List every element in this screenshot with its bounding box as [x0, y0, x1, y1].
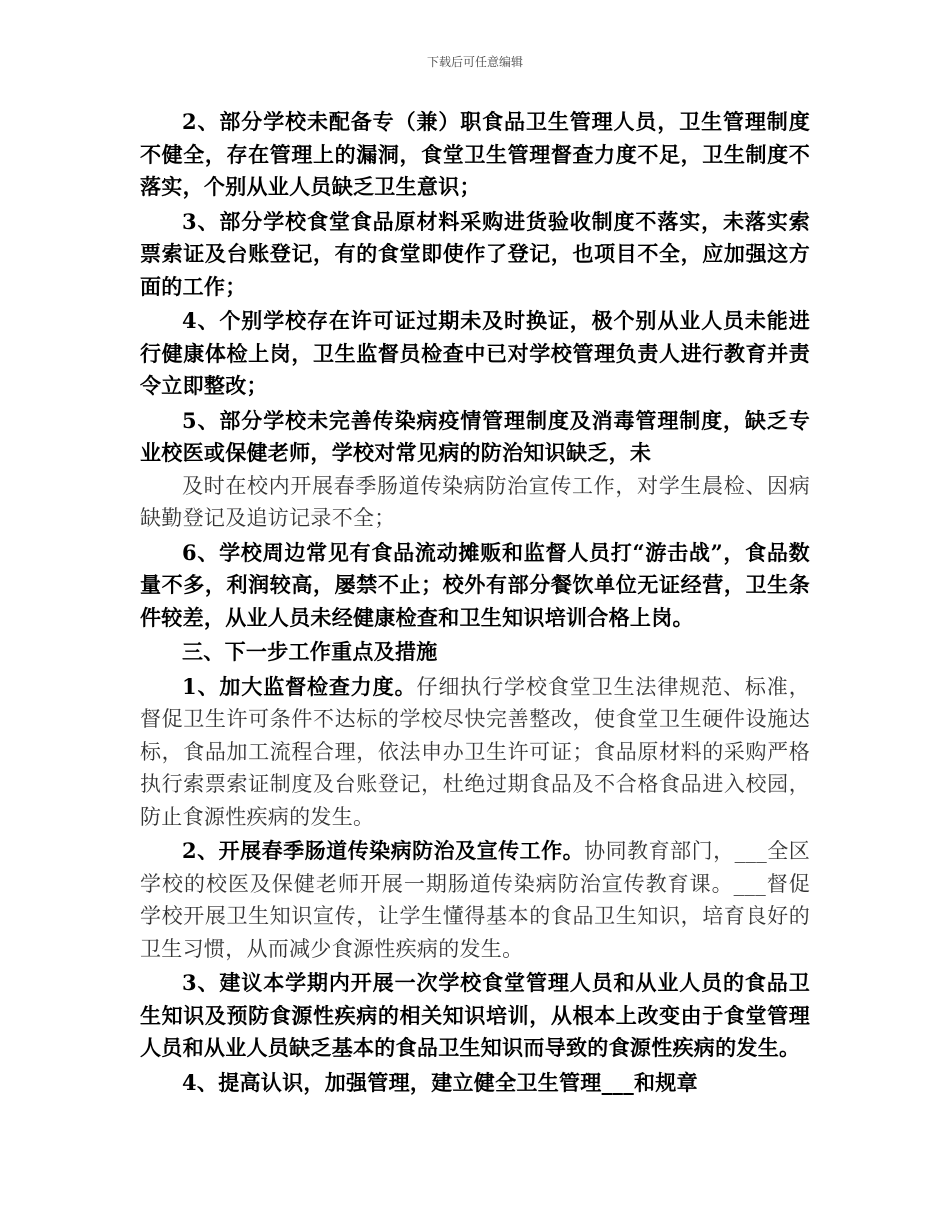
document-body — [140, 106, 810, 1099]
measure-2 — [140, 835, 810, 965]
paragraph-4: 4、个别学校存在许可证过期未及时换证，极个别从业人员未能进行健康体检上岗，卫生监督员检查中已对学校管理负责人进行教育并责令立即整改； — [140, 308, 810, 398]
paragraph-3: 3、部分学校食堂食品原材料采购进货验收制度不落实，未落实索票索证及台账登记，有的食堂即使作了登记，也项目不全，应加强这方面的工作； — [140, 208, 810, 299]
measure-1-body: 仔细执行学校食堂卫生法律规范、标准，督促卫生许可条件不达标的学校尽快完善整改，使食堂卫生硬件设施达标，食品加工流程合理，依法申办卫生许可证；食品原材料的采购严格执行索票索证制度及台账登记，杜绝过期食品及不合格食品进入校园，防止食源性疾病的发生。 — [140, 674, 810, 829]
section-heading-3: 三、下一步工作重点及措施 — [182, 639, 438, 664]
paragraph-2: 2、部分学校未配备专（兼）职食品卫生管理人员，卫生管理制度不健全，存在管理上的漏洞，食堂卫生管理督查力度不足，卫生制度不落实，个别从业人员缺乏卫生意识； — [140, 109, 810, 199]
measure-3: 3、建议本学期内开展一次学校食堂管理人员和从业人员的食品卫生知识及预防食源性疾病的相关知识培训，从根本上改变由于食堂管理人员和从业人员缺乏基本的食品卫生知识而导致的食源性疾病的发生。 — [140, 970, 810, 1060]
measure-2-body: 协同教育部门，___全区学校的校医及保健老师开展一期肠道传染病防治宣传教育课。___督促学校开展卫生知识宣传，让学生懂得基本的食品卫生知识，培育良好的卫生习惯，从而减少食源性疾病的发生。 — [140, 839, 811, 961]
measure-1 — [140, 671, 810, 834]
paragraph-5: 5、部分学校未完善传染病疫情管理制度及消毒管理制度，缺乏专业校医或保健老师，学校对常见病的防治知识缺乏，未 — [140, 407, 810, 465]
paragraph-5-continued: 及时在校内开展春季肠道传染病防治宣传工作，对学生晨检、因病缺勤登记及追访记录不全； — [140, 473, 810, 530]
measure-2-lead: 2、开展春季肠道传染病防治及宣传工作。 — [182, 838, 585, 863]
paragraph-6: 6、学校周边常见有食品流动摊贩和监督人员打“游击战”，食品数量不多，利润较高，屡禁不止；校外有部分餐饮单位无证经营，卫生条件较差，从业人员未经健康检查和卫生知识培训合格上岗。 — [140, 539, 810, 630]
measure-4: 4、提高认识，加强管理，建立健全卫生管理___和规章 — [182, 1069, 698, 1095]
page-header: 下载后可任意编辑 — [426, 55, 523, 69]
measure-1-lead: 1、加大监督检查力度。 — [182, 673, 417, 699]
